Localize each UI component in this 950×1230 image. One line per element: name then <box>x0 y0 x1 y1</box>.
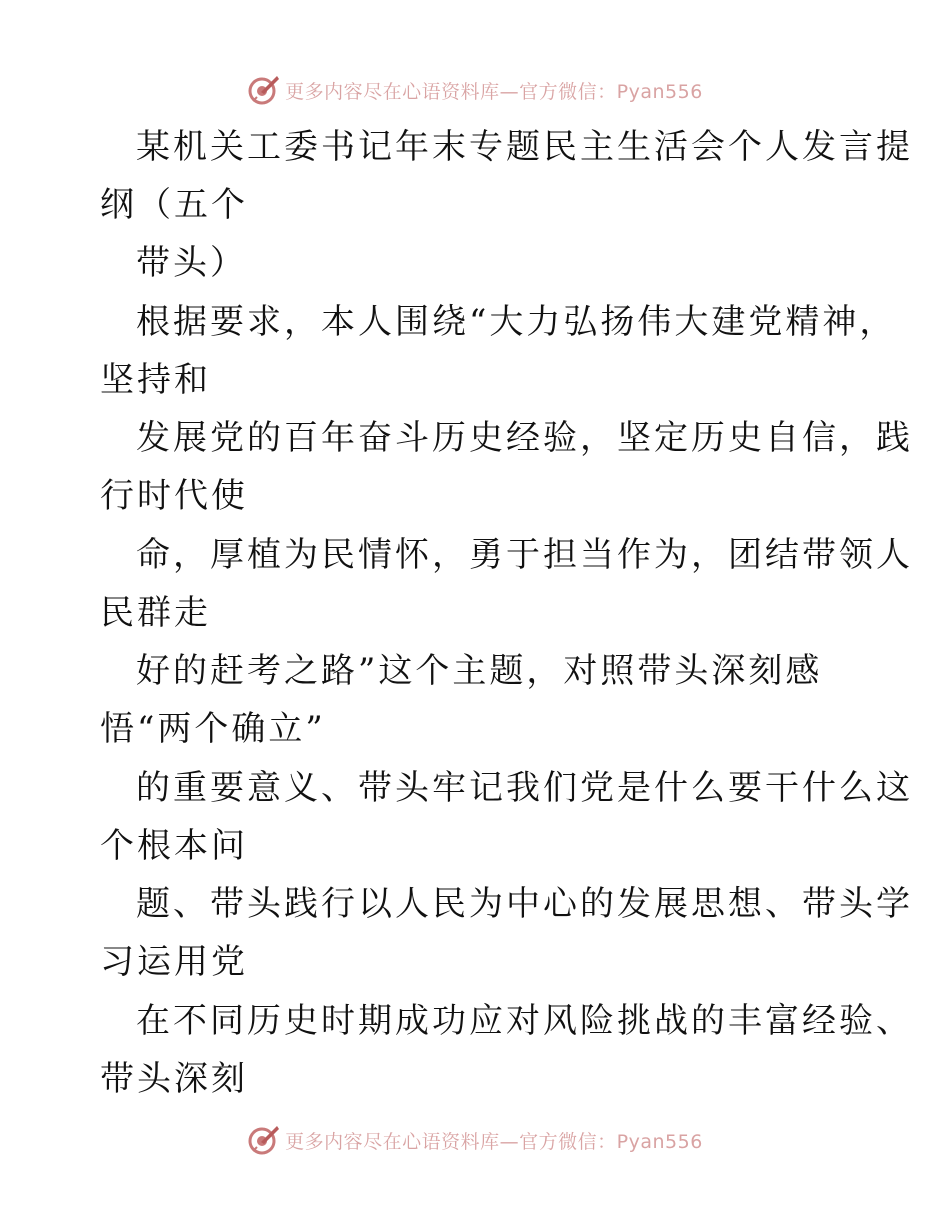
text-line: 在不同历史时期成功应对风险挑战的丰富经验、 <box>136 1001 913 1041</box>
text-line: 好的赶考之路”这个主题，对照带头深刻感 <box>136 651 823 691</box>
text-line: 行时代使 <box>100 476 248 516</box>
pen-logo-icon <box>247 73 281 107</box>
text-line: 个根本问 <box>100 826 248 866</box>
text-line: 悟“两个确立” <box>100 709 326 749</box>
text-line: 习运用党 <box>100 942 248 982</box>
watermark-text: 更多内容尽在心语资料库—官方微信：Pyan556 <box>285 80 703 103</box>
text-line: 的重要意义、带头牢记我们党是什么要干什么这 <box>136 768 913 808</box>
text-line: 纲（五个 <box>100 185 248 225</box>
text-line: 题、带头践行以人民为中心的发展思想、带头学 <box>136 884 913 924</box>
pen-logo-icon <box>247 1123 281 1157</box>
text-line: 命，厚植为民情怀，勇于担当作为，团结带领人 <box>136 535 913 575</box>
footer-watermark <box>0 1120 950 1160</box>
watermark-text: 更多内容尽在心语资料库—官方微信：Pyan556 <box>285 1130 703 1153</box>
text-line: 坚持和 <box>100 360 211 400</box>
text-line: 根据要求，本人围绕“大力弘扬伟大建党精神， <box>136 302 897 342</box>
text-line: 带头深刻 <box>100 1059 248 1099</box>
text-line: 发展党的百年奋斗历史经验，坚定历史自信，践 <box>136 418 913 458</box>
text-line: 带头） <box>136 243 247 283</box>
text-line: 民群走 <box>100 593 211 633</box>
text-line: 某机关工委书记年末专题民主生活会个人发言提 <box>136 127 913 167</box>
header-watermark <box>0 70 950 110</box>
